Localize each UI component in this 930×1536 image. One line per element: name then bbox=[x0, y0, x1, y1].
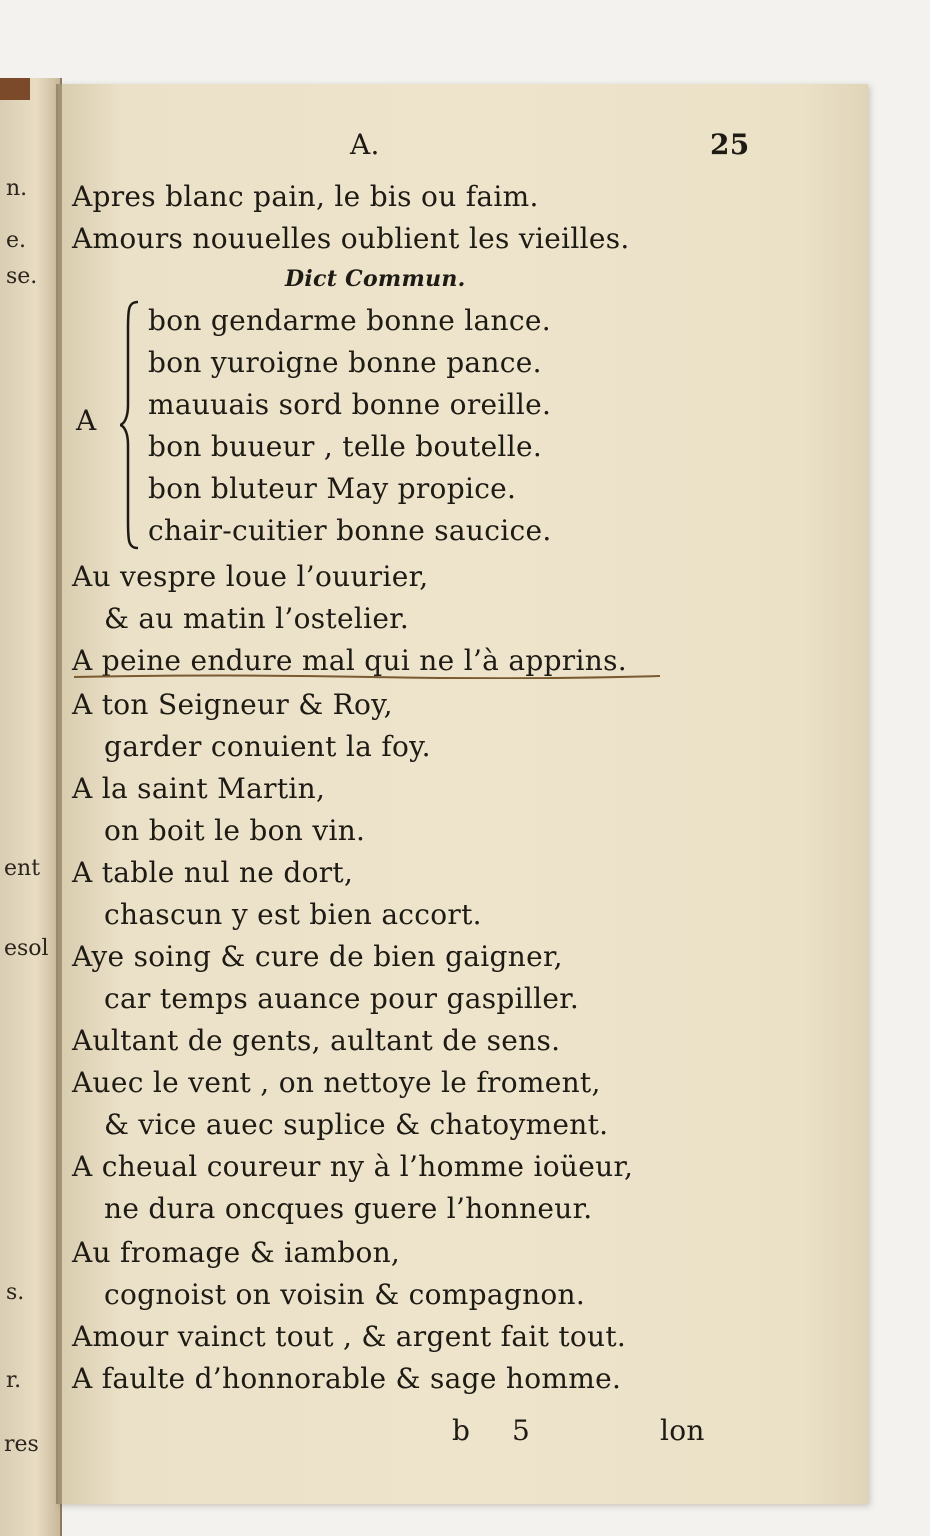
margin-fragment: ent bbox=[4, 856, 41, 881]
margin-fragment: res bbox=[4, 1432, 39, 1457]
proverb-line: on boit le bon vin. bbox=[104, 814, 366, 847]
previous-page-edge bbox=[0, 78, 62, 1536]
text-line: Amours nouuelles oublient les vieilles. bbox=[72, 222, 630, 255]
proverb-line: A faulte d’honnorable & sage homme. bbox=[72, 1362, 622, 1395]
page-gutter-shadow bbox=[56, 84, 62, 1504]
proverb-line: chascun y est bien accort. bbox=[104, 898, 482, 931]
proverb-line: Aultant de gents, aultant de sens. bbox=[72, 1024, 561, 1057]
signature-letter: b bbox=[452, 1414, 471, 1447]
proverb-line: Au vespre loue l’ouurier, bbox=[72, 560, 429, 593]
brace-item: mauuais sord bonne oreille. bbox=[148, 388, 552, 421]
catchword: lon bbox=[660, 1414, 705, 1447]
margin-fragment: r. bbox=[6, 1368, 22, 1393]
page-number: 25 bbox=[710, 128, 750, 161]
proverb-line: Amour vainct tout , & argent fait tout. bbox=[72, 1320, 627, 1353]
proverb-line: Auec le vent , on nettoye le froment, bbox=[72, 1066, 601, 1099]
proverb-line: car temps auance pour gaspiller. bbox=[104, 982, 580, 1015]
proverb-line: A cheual coureur ny à l’homme ioüeur, bbox=[72, 1150, 634, 1183]
brace-lead-letter: A bbox=[76, 404, 97, 437]
text-line: Apres blanc pain, le bis ou faim. bbox=[72, 180, 539, 213]
binding-corner bbox=[0, 78, 30, 100]
brace-item: bon bluteur May propice. bbox=[148, 472, 517, 505]
running-head: A. bbox=[350, 128, 380, 161]
brace-item: bon yuroigne bonne pance. bbox=[148, 346, 542, 379]
section-heading: Dict Commun. bbox=[285, 266, 466, 292]
proverb-line: A peine endure mal qui ne l’à apprins. bbox=[72, 644, 627, 677]
brace-item: bon buueur , telle boutelle. bbox=[148, 430, 543, 463]
margin-fragment: esol bbox=[4, 936, 49, 961]
proverb-line: Au fromage & iambon, bbox=[72, 1236, 401, 1269]
signature-number: 5 bbox=[512, 1414, 531, 1447]
proverb-line: garder conuient la foy. bbox=[104, 730, 431, 763]
brace-item: chair-cuitier bonne saucice. bbox=[148, 514, 552, 547]
margin-fragment: n. bbox=[6, 176, 28, 201]
proverb-line: & vice auec suplice & chatoyment. bbox=[104, 1108, 609, 1141]
margin-fragment: e. bbox=[6, 228, 27, 253]
proverb-line: Aye soing & cure de bien gaigner, bbox=[72, 940, 563, 973]
ink-underline bbox=[72, 673, 662, 679]
proverb-line: cognoist on voisin & compagnon. bbox=[104, 1278, 586, 1311]
margin-fragment: s. bbox=[6, 1280, 25, 1305]
proverb-line: A la saint Martin, bbox=[72, 772, 326, 805]
curly-brace-icon bbox=[120, 300, 142, 550]
brace-item: bon gendarme bonne lance. bbox=[148, 304, 551, 337]
proverb-line: & au matin l’ostelier. bbox=[104, 602, 410, 635]
proverb-line: A table nul ne dort, bbox=[72, 856, 354, 889]
margin-fragment: se. bbox=[6, 264, 38, 289]
proverb-line: ne dura oncques guere l’honneur. bbox=[104, 1192, 593, 1225]
proverb-line: A ton Seigneur & Roy, bbox=[72, 688, 393, 721]
